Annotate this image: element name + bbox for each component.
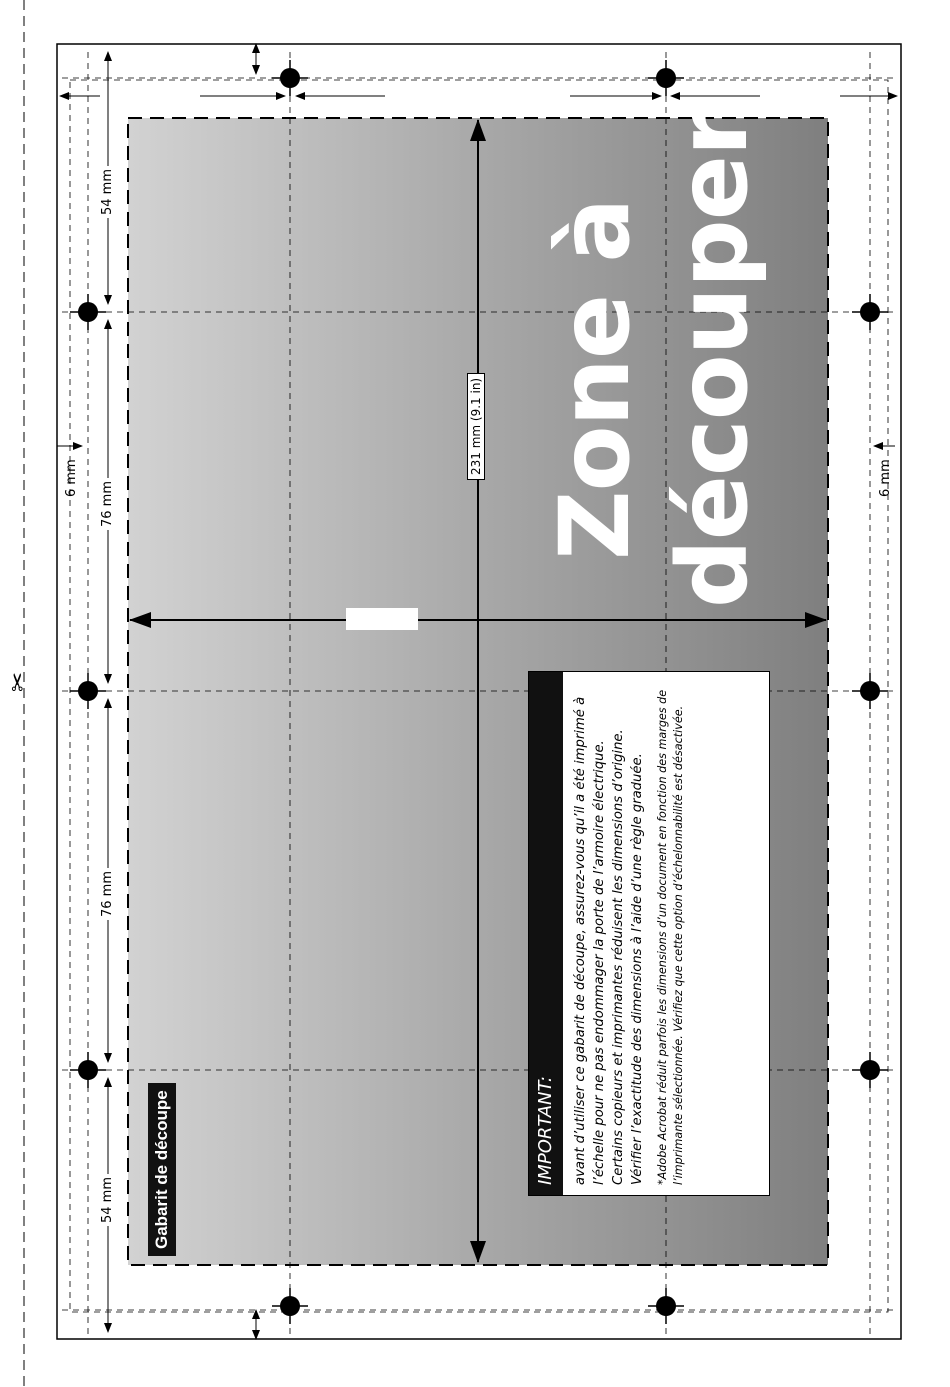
margin-label: 6 mm xyxy=(878,459,893,497)
zone-title-line2: découper xyxy=(657,109,769,608)
margin-label: 6 mm xyxy=(64,459,79,497)
dimension-label: 76 mm xyxy=(100,478,115,530)
dimension-label: 54 mm xyxy=(100,166,115,218)
zone-title-line1: Zone à xyxy=(539,198,651,560)
important-note: *Adobe Acrobat réduit parfois les dimensions d’un document en fonction des marges de l’imprimante sélectionnée. Vérifiez que cette option d’échelonnabilité est désactivée. xyxy=(656,689,685,1185)
template-title: Gabarit de découpe xyxy=(148,1083,176,1256)
dimension-label: 76 mm xyxy=(100,868,115,920)
important-heading: IMPORTANT: xyxy=(529,672,563,1195)
slot-marker xyxy=(346,608,418,630)
scissors-icon: ✂ xyxy=(4,671,33,693)
important-body: avant d’utiliser ce gabarit de découpe, assurez-vous qu’il a été imprimé à l’échelle pour ne pas endommager la porte de l’armoire électrique. Certains copieurs et imprimantes réduisent les dimensions d’origine. Vérifier l’exactitude des dimensions à l’aide d’une règle graduée. xyxy=(573,696,645,1185)
dimension-label: 54 mm xyxy=(100,1174,115,1226)
range-label: 231 mm (9.1 in) xyxy=(467,373,485,480)
important-notice xyxy=(528,671,770,1196)
